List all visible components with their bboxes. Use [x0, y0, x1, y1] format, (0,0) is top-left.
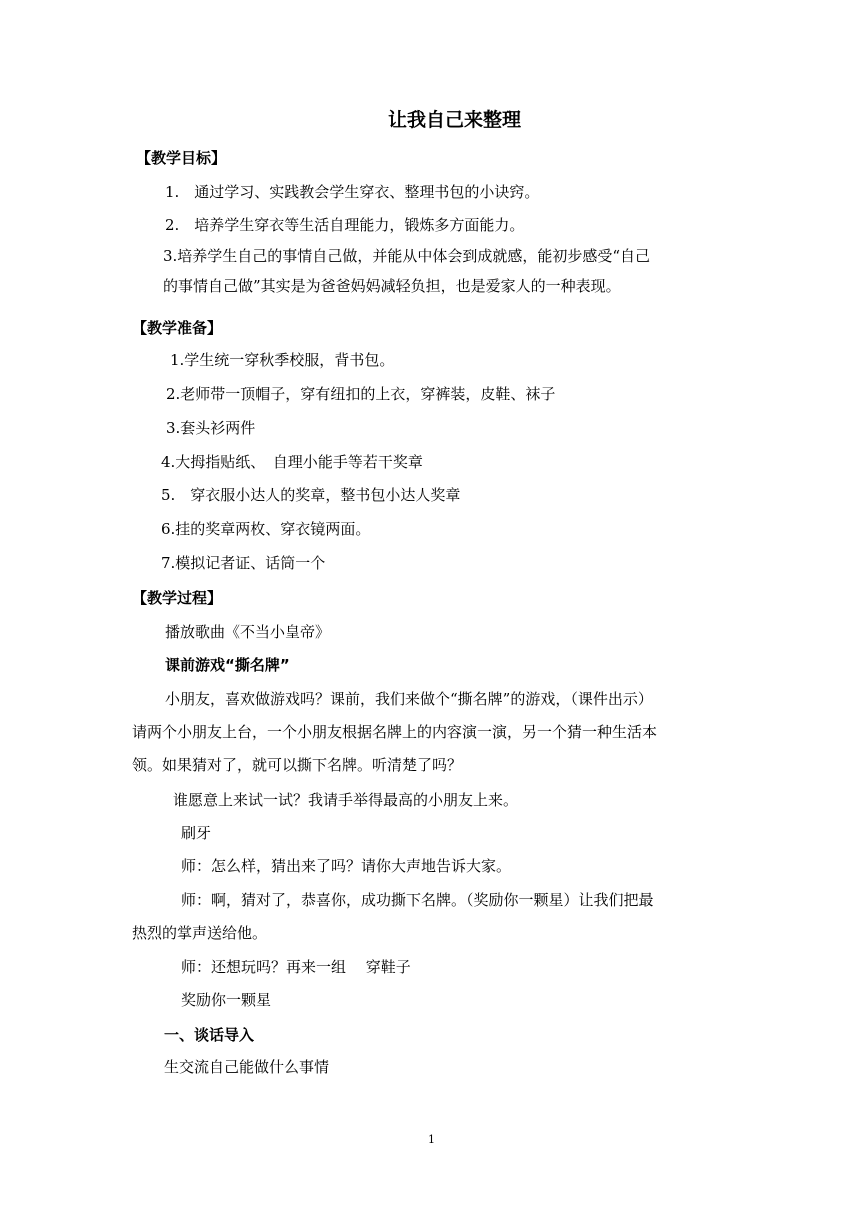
process-paragraph: 奖励你一颗星	[181, 991, 272, 1009]
document-title: 让我自己来整理	[388, 109, 522, 131]
preparation-heading: 【教学准备】	[132, 319, 223, 337]
preparation-item: 7.模拟记者证、话筒一个	[161, 554, 326, 572]
intro-heading: 一、谈话导入	[164, 1026, 255, 1044]
objective-item: 2. 培养学生穿衣等生活自理能力，锻炼多方面能力。	[165, 216, 525, 234]
process-paragraph: 热烈的掌声送给他。	[132, 924, 268, 942]
process-paragraph: 刷牙	[181, 824, 212, 842]
process-paragraph: 请两个小朋友上台，一个小朋友根据名牌上的内容演一演，另一个猜一种生活本	[132, 723, 658, 741]
preparation-item: 6.挂的奖章两枚、穿衣镜两面。	[161, 520, 371, 538]
objectives-heading: 【教学目标】	[136, 149, 227, 167]
process-heading: 【教学过程】	[132, 589, 223, 607]
song-line: 播放歌曲《不当小皇帝》	[165, 623, 331, 641]
process-paragraph: 师：怎么样，猜出来了吗？请你大声地告诉大家。	[181, 857, 512, 875]
process-paragraph: 小朋友，喜欢做游戏吗？课前，我们来做个“撕名牌”的游戏，（课件出示）	[165, 690, 653, 708]
objective-item: 的事情自己做”其实是为爸爸妈妈减轻负担，也是爱家人的一种表现。	[163, 277, 621, 295]
preparation-item: 3.套头衫两件	[166, 419, 256, 437]
intro-text: 生交流自己能做什么事情	[164, 1058, 330, 1076]
objective-item: 1. 通过学习、实践教会学生穿衣、整理书包的小诀窍。	[165, 183, 540, 201]
process-paragraph: 谁愿意上来试一试？我请手举得最高的小朋友上来。	[173, 791, 519, 809]
preparation-item: 1.学生统一穿秋季校服，背书包。	[170, 351, 395, 369]
preparation-item: 4.大拇指贴纸、 自理小能手等若干奖章	[161, 453, 423, 471]
process-paragraph: 师：还想玩吗？再来一组 穿鞋子	[181, 958, 411, 976]
preparation-item: 2.老师带一顶帽子，穿有纽扣的上衣，穿裤装，皮鞋、袜子	[166, 385, 556, 403]
page-number: 1	[428, 1133, 435, 1146]
preparation-item: 5. 穿衣服小达人的奖章，整书包小达人奖章	[161, 486, 461, 504]
game-heading: 课前游戏“撕名牌”	[165, 656, 290, 674]
process-paragraph: 领。如果猜对了，就可以撕下名牌。听清楚了吗？	[132, 756, 463, 774]
objective-item: 3.培养学生自己的事情自己做，并能从中体会到成就感，能初步感受“自己	[163, 247, 650, 265]
process-paragraph: 师：啊，猜对了，恭喜你，成功撕下名牌。（奖励你一颗星）让我们把最	[181, 891, 654, 909]
